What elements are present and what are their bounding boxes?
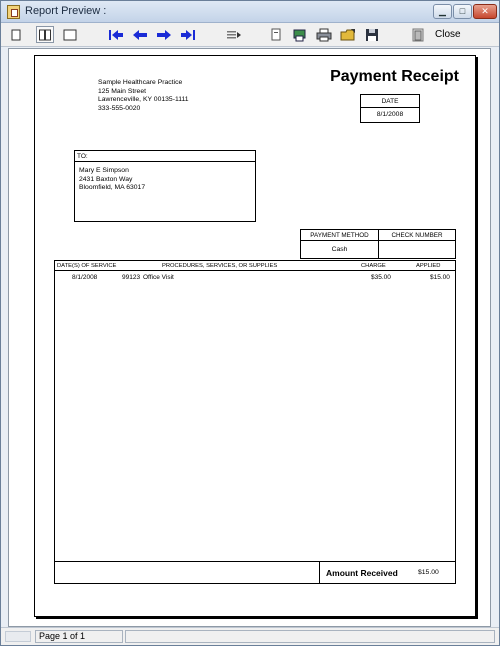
amount-received-value: $15.00: [418, 569, 439, 576]
services-table: [54, 260, 456, 584]
close-button[interactable]: Close: [435, 29, 461, 40]
minimize-button[interactable]: ▁: [433, 4, 452, 19]
check-number-column: [379, 230, 455, 258]
practice-street: 125 Main Street: [98, 87, 146, 95]
floppy-disk-icon: [365, 28, 379, 42]
print-setup-button[interactable]: [267, 26, 285, 43]
toolbar: [1, 23, 499, 47]
date-of-service-header: DATE(S) OF SERVICE: [57, 263, 117, 269]
services-table-header: [55, 261, 455, 271]
recipient-address: [75, 162, 255, 193]
report-page: [34, 55, 476, 617]
check-number-label: CHECK NUMBER: [379, 230, 455, 241]
procedures-header: PROCEDURES, SERVICES, OR SUPPLIES: [162, 263, 278, 269]
date-box: [360, 94, 420, 123]
two-page-view-button[interactable]: [36, 26, 54, 43]
applied-value: $15.00: [430, 274, 450, 281]
payment-box: [300, 229, 456, 259]
wide-page-view-button[interactable]: [61, 26, 79, 43]
arrow-right-icon: [156, 29, 172, 41]
first-page-icon: [108, 29, 124, 41]
report-title: Payment Receipt: [330, 68, 459, 85]
open-folder-icon: [340, 28, 356, 42]
previous-page-button[interactable]: [131, 26, 149, 43]
status-grip: [5, 631, 31, 642]
print-button[interactable]: [315, 26, 333, 43]
preview-viewport[interactable]: [8, 48, 491, 627]
single-page-view-button[interactable]: [7, 26, 25, 43]
applied-header: APPLIED: [416, 263, 441, 269]
date-value: 8/1/2008: [376, 111, 404, 118]
printer-preview-icon: [292, 28, 308, 42]
date-label: DATE: [361, 95, 419, 108]
practice-city: Lawrenceville, KY 00135-1111: [98, 96, 189, 103]
procedure-description: Office Visit: [143, 274, 174, 281]
save-button[interactable]: [363, 26, 381, 43]
last-page-button[interactable]: [179, 26, 197, 43]
payment-method-value: Cash: [331, 246, 348, 253]
table-row: [55, 273, 455, 282]
next-page-button[interactable]: [155, 26, 173, 43]
practice-name: Sample Healthcare Practice: [98, 79, 183, 86]
payment-method-label: PAYMENT METHOD: [301, 230, 378, 241]
report-app-icon: [7, 5, 20, 19]
single-page-icon: [11, 29, 21, 41]
practice-phone: 333-555-0020: [98, 104, 141, 112]
status-message-pane: [125, 630, 495, 643]
recipient-name: Mary E Simpson: [79, 167, 129, 174]
window-close-button[interactable]: ✕: [473, 4, 497, 19]
go-to-page-button[interactable]: [225, 26, 243, 43]
exit-door-icon: [411, 28, 425, 42]
go-to-page-icon: [226, 29, 242, 41]
charge-value: $35.00: [371, 274, 391, 281]
arrow-left-icon: [132, 29, 148, 41]
recipient-city: Bloomfield, MA 63017: [79, 184, 146, 191]
page-setup-icon: [270, 28, 282, 42]
practice-address: [98, 79, 189, 113]
export-button[interactable]: [339, 26, 357, 43]
amount-received-label: Amount Received: [326, 568, 398, 578]
service-date: 8/1/2008: [72, 274, 98, 281]
status-bar: [1, 627, 499, 645]
page-indicator: Page 1 of 1: [35, 630, 123, 643]
footer-divider: [319, 562, 320, 583]
title-bar: [1, 1, 499, 23]
recipient-box: [74, 150, 256, 222]
payment-method-column: [301, 230, 379, 258]
maximize-button[interactable]: □: [453, 4, 472, 19]
amount-received-row: [55, 561, 455, 583]
to-label: TO:: [75, 151, 255, 162]
wide-page-icon: [63, 29, 77, 41]
charge-header: CHARGE: [361, 263, 386, 269]
exit-button[interactable]: [409, 26, 427, 43]
recipient-street: 2431 Baxton Way: [79, 175, 133, 183]
first-page-button[interactable]: [107, 26, 125, 43]
printer-icon: [316, 28, 332, 42]
procedure-code: 99123: [122, 274, 141, 281]
print-preview-button[interactable]: [291, 26, 309, 43]
window-title: Report Preview :: [25, 5, 107, 17]
last-page-icon: [180, 29, 196, 41]
two-page-icon: [39, 29, 51, 41]
